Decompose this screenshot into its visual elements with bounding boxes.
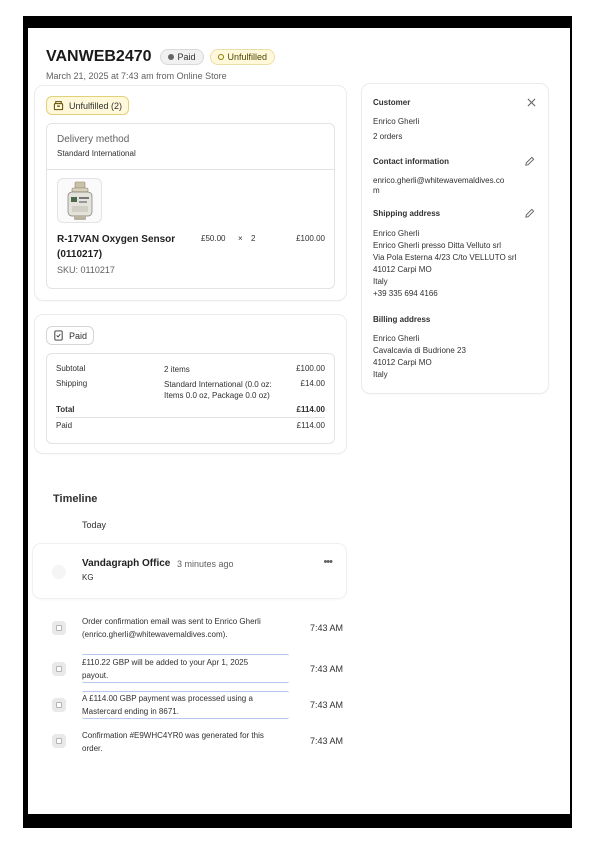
customer-card: [362, 84, 548, 393]
event-checkbox-icon: [52, 734, 66, 748]
event-time: 7:43 AM: [310, 700, 344, 710]
delivery-method-value: Standard International: [57, 149, 136, 158]
timeline-comment-card: [33, 544, 346, 598]
customer-email[interactable]: enrico.gherli@whitewavemaldives.co m: [373, 176, 505, 195]
order-page: VANWEB2470 Paid Unfulfilled March 21, 2025 at 7:43 am from Online Store Unfulfilled (2) Delivery method Standard International R-17VAN Oxygen Sensor (0110217) SKU: 0110217 £50.00 × 2 £100.00 Paid Subtotal 2 items £100.00 Shipping Standard International (0.0 oz: Items 0.0 oz, Package 0.0 oz) £14.00 Total £114.00 Paid £114.00 Customer Enrico Gherli 2 orders Contact information enrico.gherli@whitewavemaldives.co m Shipping address Enrico Gherli Enrico Gherli presso Ditta Velluto srl Via Pola Esterna 4/23 C/to VELLUTO srl 41012 Carpi MO Italy +39 335 694 4166 Billing address Enrico Gherli Cavalcavia di Budrione 23 41012 Carpi MO Italy Timeline Today Vandagraph Office 3 minutes ago KG ••• Order confirmation email was sent to Enrico Gherli (enrico.gherli@whitewavemaldives.com). 7:43 AM £110.22 GBP will be added to your Apr 1, 2025 payout. 7:43 AM A £114.00 GBP payment was processed using a Mastercard ending in 8671. 7:43 AM Confirmation #E9WHC4YR0 was generated for this order. 7:43 AM: [28, 28, 570, 814]
oxygen-sensor-image-icon: [63, 181, 97, 221]
shipping-address-heading: Shipping address: [373, 209, 441, 218]
customer-heading: Customer: [373, 98, 411, 107]
product-sku: SKU: 0110217: [57, 265, 115, 275]
paid-dot-icon: [168, 54, 174, 60]
quantity: 2: [251, 234, 256, 243]
timeline-today: Today: [82, 520, 107, 530]
order-header: [46, 48, 275, 66]
fulfillment-status-badge: Unfulfilled: [210, 49, 276, 65]
package-icon: [53, 100, 64, 111]
edit-shipping-pencil-icon[interactable]: [524, 208, 535, 219]
delivery-method-heading: Delivery method: [57, 134, 130, 145]
times-sign: ×: [238, 234, 243, 243]
fulfillment-inner: [46, 123, 335, 289]
timeline-title: Timeline: [53, 493, 98, 505]
event-checkbox-icon: [52, 621, 66, 635]
paid-pill[interactable]: Paid: [46, 326, 94, 345]
divider: [47, 169, 334, 170]
product-name-line2[interactable]: (0110217): [57, 249, 103, 260]
product-name-line1[interactable]: R-17VAN Oxygen Sensor: [57, 234, 176, 245]
divider: [56, 417, 325, 418]
billing-address: Enrico Gherli Cavalcavia di Budrione 23 41012 Carpi MO Italy: [373, 334, 466, 379]
event-checkbox-icon: [52, 698, 66, 712]
payment-card: [35, 315, 346, 453]
customer-orders[interactable]: 2 orders: [373, 132, 403, 141]
close-icon[interactable]: [527, 98, 536, 107]
comment-author: Vandagraph Office: [82, 558, 171, 569]
customer-name[interactable]: Enrico Gherli: [373, 117, 420, 126]
edit-contact-pencil-icon[interactable]: [524, 156, 535, 167]
payment-status-badge: Paid: [160, 49, 204, 65]
unfulfilled-pill[interactable]: Unfulfilled (2): [46, 96, 129, 115]
event-time: 7:43 AM: [310, 664, 344, 674]
payment-summary: Subtotal 2 items £100.00 Shipping Standard International (0.0 oz: Items 0.0 oz, Package 0.0 oz) £14.00 Total £114.00 Paid £114.00: [46, 353, 335, 444]
comment-time: 3 minutes ago: [177, 559, 234, 569]
unfulfilled-ring-icon: [218, 54, 224, 60]
order-subtitle: March 21, 2025 at 7:43 am from Online Store: [46, 71, 227, 81]
unit-price: £50.00: [201, 234, 226, 243]
comment-initials: KG: [82, 573, 94, 582]
contact-heading: Contact information: [373, 157, 449, 166]
order-number: VANWEB2470: [46, 48, 152, 65]
line-total: £100.00: [296, 234, 325, 243]
shipping-address: Enrico Gherli Enrico Gherli presso Ditta Velluto srl Via Pola Esterna 4/23 C/to VELLUTO srl 41012 Carpi MO Italy +39 335 694 4166: [373, 229, 517, 298]
event-time: 7:43 AM: [310, 736, 344, 746]
avatar: [52, 565, 66, 579]
more-horizontal-icon[interactable]: •••: [323, 556, 332, 568]
fulfillment-card: [35, 86, 346, 300]
event-checkbox-icon: [52, 662, 66, 676]
event-time: 7:43 AM: [310, 623, 344, 633]
product-image[interactable]: [57, 178, 102, 223]
billing-address-heading: Billing address: [373, 315, 431, 324]
receipt-check-icon: [53, 330, 64, 341]
